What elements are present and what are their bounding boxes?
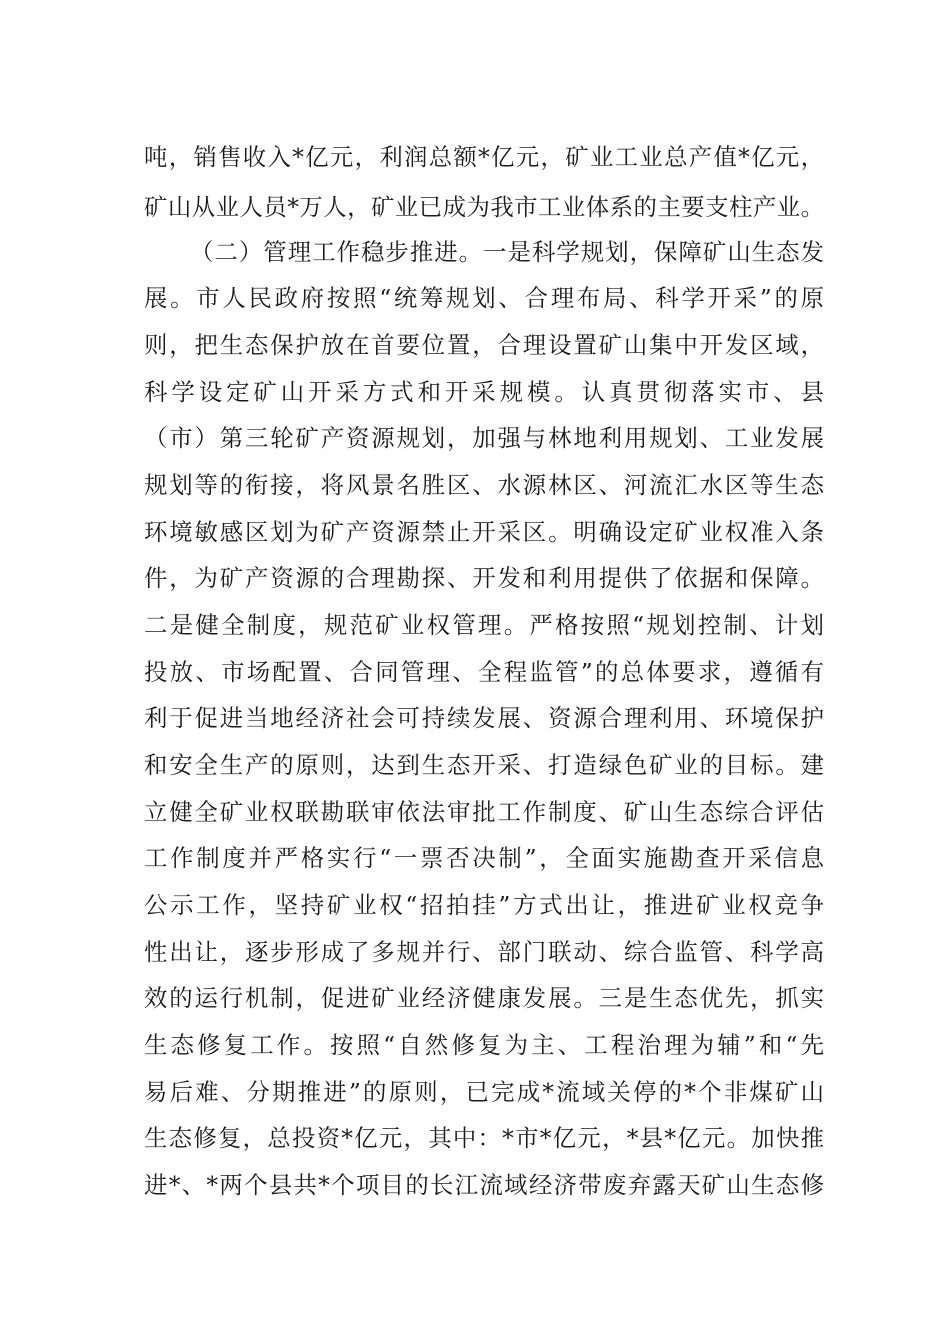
paragraph-line-15: 立健全矿业权联勘联审依法审批工作制度、矿山生态综合评估 [144,798,824,826]
paragraph-line-9: 环境敏感区划为矿产资源禁止开采区。明确设定矿业权准入条 [144,518,824,546]
paragraph-line-14: 和安全生产的原则，达到生态开采、打造绿色矿业的目标。建 [144,751,824,779]
paragraph-line-19: 效的运行机制，促进矿业经济健康发展。三是生态优先，抓实 [144,984,824,1012]
paragraph-line-18: 性出让，逐步形成了多规并行、部门联动、综合监管、科学高 [144,938,824,966]
paragraph-line-12: 投放、市场配置、合同管理、全程监管”的总体要求，遵循有 [144,658,824,686]
section-heading-line: （二）管理工作稳步推进。一是科学规划，保障矿山生态发 [190,238,824,266]
paragraph-line-23: 进*、*两个县共*个项目的长江流域经济带废弃露天矿山生态修 [144,1171,824,1199]
paragraph-line-5: 则，把生态保护放在首要位置，合理设置矿山集中开发区域， [144,331,824,359]
paragraph-line-6: 科学设定矿山开采方式和开采规模。认真贯彻落实市、县 [144,378,824,406]
paragraph-line-7: （市）第三轮矿产资源规划，加强与林地利用规划、工业发展 [144,424,824,452]
paragraph-line-1: 吨，销售收入*亿元，利润总额*亿元，矿业工业总产值*亿元， [144,143,824,171]
paragraph-line-20: 生态修复工作。按照“自然修复为主、工程治理为辅”和“先 [144,1031,824,1059]
paragraph-line-2: 矿山从业人员*万人，矿业已成为我市工业体系的主要支柱产业。 [144,193,824,221]
paragraph-line-11: 二是健全制度，规范矿业权管理。严格按照“规划控制、计划 [144,611,824,639]
paragraph-line-10: 件，为矿产资源的合理勘探、开发和利用提供了依据和保障。 [144,564,824,592]
paragraph-line-16: 工作制度并严格实行“一票否决制”，全面实施勘查开采信息 [144,844,824,872]
paragraph-line-4: 展。市人民政府按照“统筹规划、合理布局、科学开采”的原 [144,284,824,312]
paragraph-line-8: 规划等的衔接，将风景名胜区、水源林区、河流汇水区等生态 [144,471,824,499]
paragraph-line-17: 公示工作，坚持矿业权“招拍挂”方式出让，推进矿业权竞争 [144,891,824,919]
paragraph-line-13: 利于促进当地经济社会可持续发展、资源合理利用、环境保护 [144,704,824,732]
paragraph-line-21: 易后难、分期推进”的原则，已完成*流域关停的*个非煤矿山 [144,1078,824,1106]
paragraph-line-22: 生态修复，总投资*亿元，其中：*市*亿元，*县*亿元。加快推 [144,1124,824,1152]
